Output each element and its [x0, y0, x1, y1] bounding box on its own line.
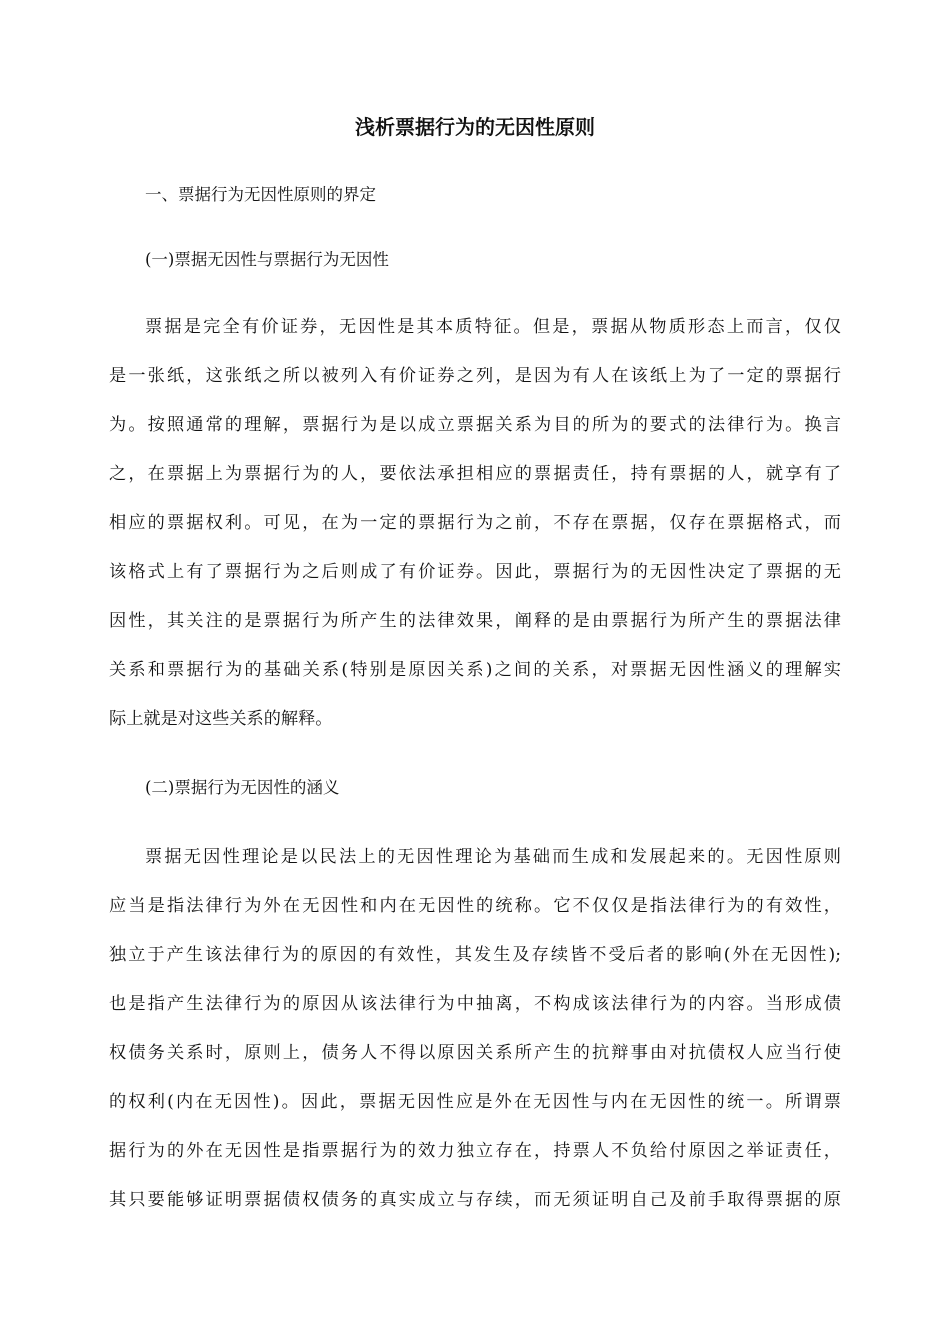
paragraph-line: 因性，其关注的是票据行为所产生的法律效果，阐释的是由票据行为所产生的票据法律 — [109, 611, 841, 631]
section-heading: 一、票据行为无因性原则的界定 — [145, 185, 376, 204]
paragraph-line: 该格式上有了票据行为之后则成了有价证券。因此，票据行为的无因性决定了票据的无 — [109, 562, 841, 582]
paragraph-line: 为。按照通常的理解，票据行为是以成立票据关系为目的所为的要式的法律行为。换言 — [109, 415, 841, 435]
subsection-heading-2: (二)票据行为无因性的涵义 — [145, 778, 340, 797]
paragraph-line: 际上就是对这些关系的解释。 — [109, 709, 333, 729]
paragraph-line: 权债务关系时，原则上，债务人不得以原因关系所产生的抗辩事由对抗债权人应当行使 — [109, 1043, 841, 1063]
paragraph-line: 相应的票据权利。可见，在为一定的票据行为之前，不存在票据，仅存在票据格式，而 — [109, 513, 841, 533]
paragraph-line: 独立于产生该法律行为的原因的有效性，其发生及存续皆不受后者的影响(外在无因性); — [109, 945, 841, 965]
paragraph-line: 其只要能够证明票据债权债务的真实成立与存续，而无须证明自己及前手取得票据的原 — [109, 1190, 841, 1210]
paragraph-line: 票据无因性理论是以民法上的无因性理论为基础而生成和发展起来的。无因性原则 — [145, 847, 841, 867]
subsection-heading-1: (一)票据无因性与票据行为无因性 — [145, 250, 389, 269]
paragraph-line: 票据是完全有价证券，无因性是其本质特征。但是，票据从物质形态上而言，仅仅 — [145, 317, 841, 337]
paragraph-line: 的权利(内在无因性)。因此，票据无因性应是外在无因性与内在无因性的统一。所谓票 — [109, 1092, 841, 1112]
paragraph-line: 也是指产生法律行为的原因从该法律行为中抽离，不构成该法律行为的内容。当形成债 — [109, 994, 841, 1014]
paragraph-line: 之，在票据上为票据行为的人，要依法承担相应的票据责任，持有票据的人，就享有了 — [109, 464, 841, 484]
document-title: 浅析票据行为的无因性原则 — [355, 115, 595, 139]
paragraph-line: 据行为的外在无因性是指票据行为的效力独立存在，持票人不负给付原因之举证责任， — [109, 1141, 841, 1161]
paragraph-line: 是一张纸，这张纸之所以被列入有价证券之列，是因为有人在该纸上为了一定的票据行 — [109, 366, 841, 386]
paragraph-line: 关系和票据行为的基础关系(特别是原因关系)之间的关系，对票据无因性涵义的理解实 — [109, 660, 841, 680]
paragraph-line: 应当是指法律行为外在无因性和内在无因性的统称。它不仅仅是指法律行为的有效性， — [109, 896, 841, 916]
